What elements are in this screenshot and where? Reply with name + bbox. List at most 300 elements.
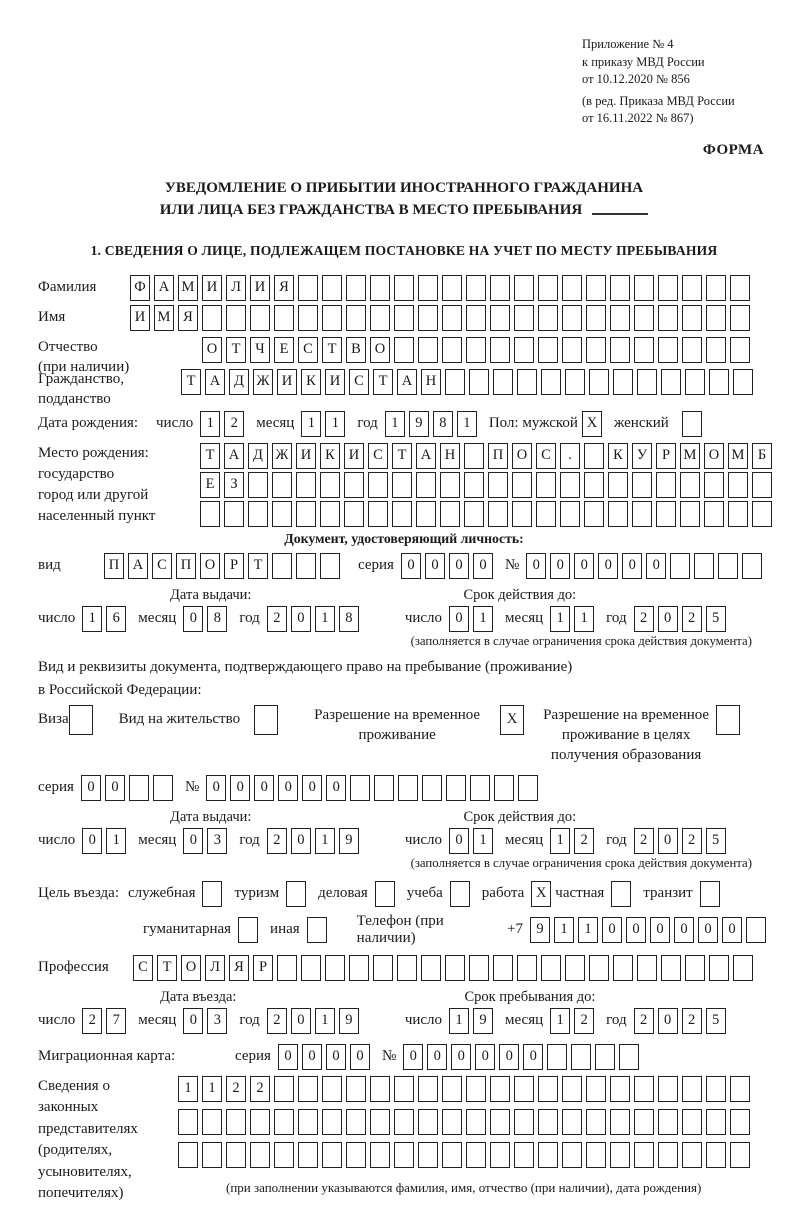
- char-box[interactable]: 3: [207, 828, 227, 854]
- char-box[interactable]: 2: [682, 1008, 702, 1034]
- char-box[interactable]: 0: [475, 1044, 495, 1070]
- char-box[interactable]: [718, 553, 738, 579]
- char-box[interactable]: [298, 275, 318, 301]
- char-box[interactable]: 0: [278, 1044, 298, 1070]
- char-box[interactable]: Т: [373, 369, 393, 395]
- char-box[interactable]: [322, 305, 342, 331]
- char-box[interactable]: 0: [626, 917, 646, 943]
- char-box[interactable]: [586, 337, 606, 363]
- char-box[interactable]: К: [608, 443, 628, 469]
- char-box[interactable]: 8: [207, 606, 227, 632]
- char-box[interactable]: [610, 305, 630, 331]
- char-box[interactable]: [226, 1142, 246, 1168]
- char-box[interactable]: [658, 1076, 678, 1102]
- char-box[interactable]: [538, 337, 558, 363]
- char-box[interactable]: 0: [326, 1044, 346, 1070]
- char-box[interactable]: [682, 1142, 702, 1168]
- char-box[interactable]: Р: [253, 955, 273, 981]
- char-box[interactable]: Я: [274, 275, 294, 301]
- char-box[interactable]: [536, 472, 556, 498]
- char-box[interactable]: [728, 472, 748, 498]
- char-box[interactable]: [490, 1109, 510, 1135]
- char-box[interactable]: 2: [267, 1008, 287, 1034]
- char-box[interactable]: [322, 275, 342, 301]
- char-box[interactable]: 8: [339, 606, 359, 632]
- char-box[interactable]: [514, 1142, 534, 1168]
- char-box[interactable]: 6: [106, 606, 126, 632]
- char-box[interactable]: 0: [602, 917, 622, 943]
- char-box[interactable]: [346, 305, 366, 331]
- char-box[interactable]: [514, 305, 534, 331]
- char-box[interactable]: В: [346, 337, 366, 363]
- char-box[interactable]: [298, 1142, 318, 1168]
- char-box[interactable]: [469, 955, 489, 981]
- char-box[interactable]: [610, 1142, 630, 1168]
- char-box[interactable]: С: [133, 955, 153, 981]
- char-box[interactable]: Л: [205, 955, 225, 981]
- char-box[interactable]: [298, 305, 318, 331]
- char-box[interactable]: К: [301, 369, 321, 395]
- char-box[interactable]: [514, 337, 534, 363]
- char-box[interactable]: [586, 1109, 606, 1135]
- char-box[interactable]: И: [277, 369, 297, 395]
- char-box[interactable]: И: [250, 275, 270, 301]
- char-box[interactable]: [250, 305, 270, 331]
- char-box[interactable]: Р: [224, 553, 244, 579]
- char-box[interactable]: [589, 369, 609, 395]
- char-box[interactable]: 9: [530, 917, 550, 943]
- char-box[interactable]: [346, 1109, 366, 1135]
- char-box[interactable]: 0: [449, 606, 469, 632]
- char-box[interactable]: [392, 501, 412, 527]
- char-box[interactable]: К: [320, 443, 340, 469]
- char-box[interactable]: 0: [326, 775, 346, 801]
- char-box[interactable]: [584, 443, 604, 469]
- char-box[interactable]: Н: [440, 443, 460, 469]
- char-box[interactable]: 0: [574, 553, 594, 579]
- char-box[interactable]: [373, 955, 393, 981]
- char-box[interactable]: 3: [207, 1008, 227, 1034]
- char-box[interactable]: 2: [267, 606, 287, 632]
- char-box[interactable]: 2: [634, 828, 654, 854]
- char-box[interactable]: А: [224, 443, 244, 469]
- char-box[interactable]: [296, 472, 316, 498]
- char-box[interactable]: [658, 305, 678, 331]
- char-box[interactable]: [422, 775, 442, 801]
- char-box[interactable]: И: [296, 443, 316, 469]
- char-box[interactable]: 0: [451, 1044, 471, 1070]
- char-box[interactable]: [398, 775, 418, 801]
- char-box[interactable]: [700, 881, 720, 907]
- char-box[interactable]: [632, 501, 652, 527]
- char-box[interactable]: [733, 369, 753, 395]
- char-box[interactable]: [536, 501, 556, 527]
- char-box[interactable]: 1: [106, 828, 126, 854]
- char-box[interactable]: [584, 472, 604, 498]
- char-box[interactable]: [634, 275, 654, 301]
- char-box[interactable]: [394, 1076, 414, 1102]
- char-box[interactable]: И: [202, 275, 222, 301]
- char-box[interactable]: [272, 501, 292, 527]
- char-box[interactable]: [634, 337, 654, 363]
- char-box[interactable]: О: [704, 443, 724, 469]
- char-box[interactable]: 0: [523, 1044, 543, 1070]
- char-box[interactable]: [634, 1109, 654, 1135]
- char-box[interactable]: [517, 369, 537, 395]
- char-box[interactable]: Б: [752, 443, 772, 469]
- char-box[interactable]: [226, 1109, 246, 1135]
- char-box[interactable]: [202, 1109, 222, 1135]
- char-box[interactable]: [637, 955, 657, 981]
- char-box[interactable]: [661, 955, 681, 981]
- char-box[interactable]: [320, 501, 340, 527]
- char-box[interactable]: [682, 337, 702, 363]
- char-box[interactable]: [370, 1076, 390, 1102]
- char-box[interactable]: [320, 553, 340, 579]
- char-box[interactable]: [69, 705, 93, 735]
- char-box[interactable]: 0: [183, 1008, 203, 1034]
- char-box[interactable]: Т: [248, 553, 268, 579]
- char-box[interactable]: Л: [226, 275, 246, 301]
- char-box[interactable]: [370, 1142, 390, 1168]
- char-box[interactable]: 9: [339, 1008, 359, 1034]
- char-box[interactable]: 1: [473, 606, 493, 632]
- char-box[interactable]: [286, 881, 306, 907]
- char-box[interactable]: 0: [254, 775, 274, 801]
- char-box[interactable]: [346, 275, 366, 301]
- char-box[interactable]: [538, 305, 558, 331]
- char-box[interactable]: [619, 1044, 639, 1070]
- char-box[interactable]: 0: [82, 828, 102, 854]
- char-box[interactable]: [350, 775, 370, 801]
- char-box[interactable]: [560, 472, 580, 498]
- char-box[interactable]: [538, 1109, 558, 1135]
- char-box[interactable]: 9: [339, 828, 359, 854]
- char-box[interactable]: 0: [722, 917, 742, 943]
- char-box[interactable]: [418, 305, 438, 331]
- char-box[interactable]: [512, 501, 532, 527]
- char-box[interactable]: [349, 955, 369, 981]
- char-box[interactable]: 0: [449, 828, 469, 854]
- char-box[interactable]: [421, 955, 441, 981]
- char-box[interactable]: [586, 1142, 606, 1168]
- char-box[interactable]: X: [582, 411, 602, 437]
- char-box[interactable]: 0: [427, 1044, 447, 1070]
- char-box[interactable]: [490, 1142, 510, 1168]
- char-box[interactable]: [394, 337, 414, 363]
- char-box[interactable]: [469, 369, 489, 395]
- char-box[interactable]: [595, 1044, 615, 1070]
- char-box[interactable]: И: [325, 369, 345, 395]
- char-box[interactable]: [274, 1142, 294, 1168]
- char-box[interactable]: Я: [229, 955, 249, 981]
- char-box[interactable]: [392, 472, 412, 498]
- char-box[interactable]: С: [349, 369, 369, 395]
- char-box[interactable]: [608, 472, 628, 498]
- char-box[interactable]: [733, 955, 753, 981]
- char-box[interactable]: [464, 501, 484, 527]
- char-box[interactable]: [656, 501, 676, 527]
- char-box[interactable]: [541, 955, 561, 981]
- char-box[interactable]: 1: [202, 1076, 222, 1102]
- char-box[interactable]: 2: [634, 606, 654, 632]
- char-box[interactable]: [565, 369, 585, 395]
- char-box[interactable]: X: [500, 705, 524, 735]
- char-box[interactable]: [394, 275, 414, 301]
- char-box[interactable]: Т: [226, 337, 246, 363]
- char-box[interactable]: П: [104, 553, 124, 579]
- char-box[interactable]: [547, 1044, 567, 1070]
- char-box[interactable]: 0: [658, 828, 678, 854]
- char-box[interactable]: [565, 955, 585, 981]
- char-box[interactable]: Я: [178, 305, 198, 331]
- char-box[interactable]: 0: [698, 917, 718, 943]
- char-box[interactable]: 1: [82, 606, 102, 632]
- char-box[interactable]: [344, 472, 364, 498]
- char-box[interactable]: З: [224, 472, 244, 498]
- char-box[interactable]: [610, 1076, 630, 1102]
- char-box[interactable]: [658, 337, 678, 363]
- char-box[interactable]: О: [200, 553, 220, 579]
- char-box[interactable]: [611, 881, 631, 907]
- char-box[interactable]: [418, 1109, 438, 1135]
- char-box[interactable]: [307, 917, 327, 943]
- char-box[interactable]: [490, 337, 510, 363]
- char-box[interactable]: Т: [181, 369, 201, 395]
- char-box[interactable]: [466, 275, 486, 301]
- char-box[interactable]: [716, 705, 740, 735]
- char-box[interactable]: [586, 1076, 606, 1102]
- char-box[interactable]: 0: [278, 775, 298, 801]
- char-box[interactable]: [488, 501, 508, 527]
- char-box[interactable]: 0: [302, 775, 322, 801]
- char-box[interactable]: [418, 1076, 438, 1102]
- char-box[interactable]: [656, 472, 676, 498]
- char-box[interactable]: [397, 955, 417, 981]
- char-box[interactable]: У: [632, 443, 652, 469]
- char-box[interactable]: [442, 1076, 462, 1102]
- char-box[interactable]: [610, 275, 630, 301]
- char-box[interactable]: [680, 472, 700, 498]
- char-box[interactable]: [418, 275, 438, 301]
- char-box[interactable]: [490, 305, 510, 331]
- char-box[interactable]: [706, 337, 726, 363]
- char-box[interactable]: [298, 1109, 318, 1135]
- char-box[interactable]: 2: [682, 606, 702, 632]
- char-box[interactable]: 0: [302, 1044, 322, 1070]
- char-box[interactable]: [370, 305, 390, 331]
- char-box[interactable]: [560, 501, 580, 527]
- char-box[interactable]: О: [512, 443, 532, 469]
- char-box[interactable]: [370, 1109, 390, 1135]
- char-box[interactable]: 9: [409, 411, 429, 437]
- char-box[interactable]: 0: [291, 1008, 311, 1034]
- char-box[interactable]: С: [298, 337, 318, 363]
- char-box[interactable]: [538, 1076, 558, 1102]
- char-box[interactable]: [322, 1109, 342, 1135]
- char-box[interactable]: [450, 881, 470, 907]
- char-box[interactable]: [394, 1142, 414, 1168]
- char-box[interactable]: 1: [473, 828, 493, 854]
- char-box[interactable]: [518, 775, 538, 801]
- char-box[interactable]: [709, 369, 729, 395]
- char-box[interactable]: [368, 472, 388, 498]
- char-box[interactable]: [728, 501, 748, 527]
- char-box[interactable]: [226, 305, 246, 331]
- char-box[interactable]: [706, 275, 726, 301]
- char-box[interactable]: [178, 1109, 198, 1135]
- char-box[interactable]: [445, 369, 465, 395]
- char-box[interactable]: С: [368, 443, 388, 469]
- char-box[interactable]: [706, 305, 726, 331]
- char-box[interactable]: [562, 1142, 582, 1168]
- char-box[interactable]: [446, 775, 466, 801]
- char-box[interactable]: [670, 553, 690, 579]
- char-box[interactable]: И: [130, 305, 150, 331]
- char-box[interactable]: [658, 1142, 678, 1168]
- char-box[interactable]: [490, 275, 510, 301]
- char-box[interactable]: [129, 775, 149, 801]
- char-box[interactable]: 8: [433, 411, 453, 437]
- char-box[interactable]: [466, 1109, 486, 1135]
- char-box[interactable]: [634, 1142, 654, 1168]
- char-box[interactable]: [248, 501, 268, 527]
- char-box[interactable]: [562, 1109, 582, 1135]
- char-box[interactable]: [562, 337, 582, 363]
- char-box[interactable]: 0: [291, 606, 311, 632]
- char-box[interactable]: Р: [656, 443, 676, 469]
- char-box[interactable]: [248, 472, 268, 498]
- char-box[interactable]: С: [152, 553, 172, 579]
- char-box[interactable]: [730, 1142, 750, 1168]
- char-box[interactable]: [394, 305, 414, 331]
- char-box[interactable]: [464, 443, 484, 469]
- char-box[interactable]: Т: [200, 443, 220, 469]
- char-box[interactable]: [541, 369, 561, 395]
- char-box[interactable]: 0: [658, 1008, 678, 1034]
- char-box[interactable]: 0: [646, 553, 666, 579]
- char-box[interactable]: [694, 553, 714, 579]
- char-box[interactable]: О: [370, 337, 390, 363]
- char-box[interactable]: [730, 275, 750, 301]
- char-box[interactable]: 0: [105, 775, 125, 801]
- char-box[interactable]: [200, 501, 220, 527]
- char-box[interactable]: 0: [350, 1044, 370, 1070]
- char-box[interactable]: [632, 472, 652, 498]
- char-box[interactable]: [346, 1142, 366, 1168]
- char-box[interactable]: [202, 881, 222, 907]
- char-box[interactable]: [442, 337, 462, 363]
- char-box[interactable]: [494, 775, 514, 801]
- char-box[interactable]: [586, 305, 606, 331]
- char-box[interactable]: 2: [682, 828, 702, 854]
- char-box[interactable]: [442, 1142, 462, 1168]
- char-box[interactable]: 1: [315, 828, 335, 854]
- char-box[interactable]: 0: [674, 917, 694, 943]
- char-box[interactable]: 2: [267, 828, 287, 854]
- char-box[interactable]: [493, 369, 513, 395]
- char-box[interactable]: 1: [457, 411, 477, 437]
- char-box[interactable]: [296, 501, 316, 527]
- char-box[interactable]: [250, 1109, 270, 1135]
- char-box[interactable]: [445, 955, 465, 981]
- char-box[interactable]: М: [680, 443, 700, 469]
- char-box[interactable]: [464, 472, 484, 498]
- char-box[interactable]: [202, 305, 222, 331]
- char-box[interactable]: 0: [449, 553, 469, 579]
- char-box[interactable]: [752, 501, 772, 527]
- char-box[interactable]: [322, 1142, 342, 1168]
- char-box[interactable]: [730, 1076, 750, 1102]
- char-box[interactable]: Т: [157, 955, 177, 981]
- char-box[interactable]: [752, 472, 772, 498]
- char-box[interactable]: [682, 1109, 702, 1135]
- char-box[interactable]: [658, 1109, 678, 1135]
- char-box[interactable]: [254, 705, 278, 735]
- char-box[interactable]: Ф: [130, 275, 150, 301]
- char-box[interactable]: 0: [598, 553, 618, 579]
- char-box[interactable]: [538, 275, 558, 301]
- char-box[interactable]: 0: [499, 1044, 519, 1070]
- char-box[interactable]: [238, 917, 258, 943]
- char-box[interactable]: Ж: [272, 443, 292, 469]
- char-box[interactable]: 0: [550, 553, 570, 579]
- char-box[interactable]: [298, 1076, 318, 1102]
- char-box[interactable]: 0: [473, 553, 493, 579]
- char-box[interactable]: Д: [229, 369, 249, 395]
- char-box[interactable]: .: [560, 443, 580, 469]
- char-box[interactable]: 0: [183, 606, 203, 632]
- char-box[interactable]: 1: [554, 917, 574, 943]
- char-box[interactable]: [368, 501, 388, 527]
- char-box[interactable]: 0: [206, 775, 226, 801]
- char-box[interactable]: М: [178, 275, 198, 301]
- char-box[interactable]: [466, 1076, 486, 1102]
- char-box[interactable]: [709, 955, 729, 981]
- char-box[interactable]: [153, 775, 173, 801]
- char-box[interactable]: 1: [578, 917, 598, 943]
- char-box[interactable]: [610, 337, 630, 363]
- char-box[interactable]: [682, 305, 702, 331]
- char-box[interactable]: 2: [226, 1076, 246, 1102]
- char-box[interactable]: [374, 775, 394, 801]
- char-box[interactable]: 0: [403, 1044, 423, 1070]
- char-box[interactable]: О: [181, 955, 201, 981]
- char-box[interactable]: 0: [230, 775, 250, 801]
- char-box[interactable]: [224, 501, 244, 527]
- char-box[interactable]: [202, 1142, 222, 1168]
- char-box[interactable]: 0: [650, 917, 670, 943]
- char-box[interactable]: [685, 369, 705, 395]
- char-box[interactable]: 5: [706, 828, 726, 854]
- char-box[interactable]: Е: [274, 337, 294, 363]
- char-box[interactable]: 0: [81, 775, 101, 801]
- char-box[interactable]: [682, 411, 702, 437]
- char-box[interactable]: [370, 275, 390, 301]
- char-box[interactable]: [416, 472, 436, 498]
- char-box[interactable]: [440, 501, 460, 527]
- char-box[interactable]: [562, 1076, 582, 1102]
- char-box[interactable]: [685, 955, 705, 981]
- char-box[interactable]: [610, 1109, 630, 1135]
- char-box[interactable]: [375, 881, 395, 907]
- char-box[interactable]: [442, 1109, 462, 1135]
- char-box[interactable]: [704, 472, 724, 498]
- char-box[interactable]: П: [176, 553, 196, 579]
- char-box[interactable]: [682, 275, 702, 301]
- char-box[interactable]: А: [154, 275, 174, 301]
- char-box[interactable]: 1: [385, 411, 405, 437]
